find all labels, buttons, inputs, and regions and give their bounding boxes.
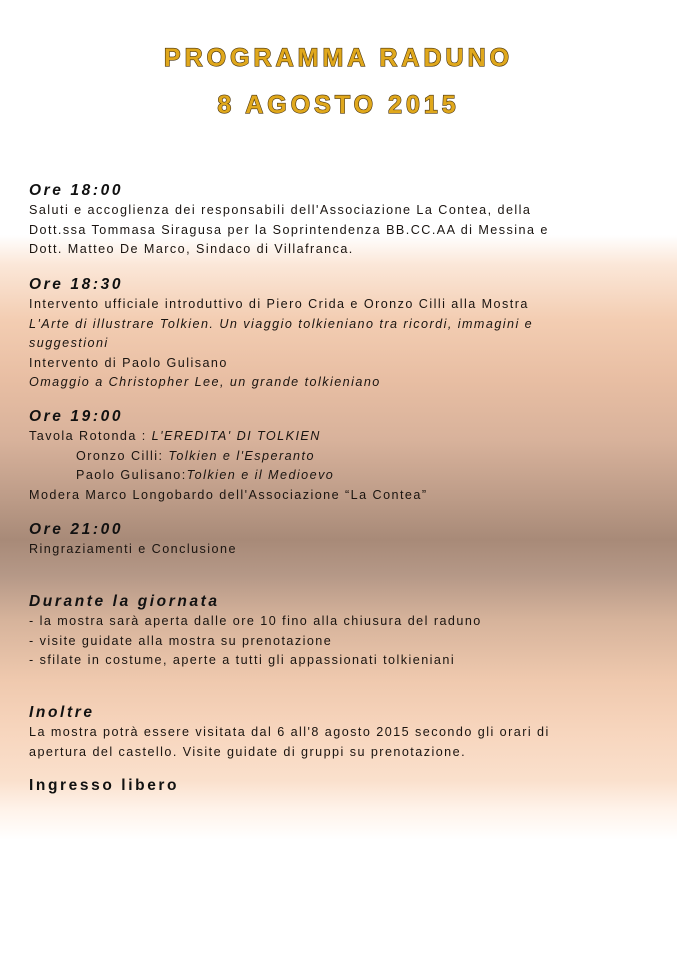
description-line: Saluti e accoglienza dei responsabili dell'Associazione La Contea, della [29,203,532,217]
speaker-line [29,466,649,486]
time-heading: Ore 21:00 [29,521,124,538]
exhibition-title-cont: suggestioni [29,336,109,350]
speaker-line [29,447,649,467]
time-heading: Ore 18:30 [29,276,124,293]
speaker-name: Oronzo Cilli: [76,448,169,463]
speaker-name: Paolo Gulisano: [76,468,187,482]
moderator-line: Modera Marco Longobardo dell'Associazione “La Contea” [29,487,428,502]
talk-title: Omaggio a Christopher Lee, un grande tolkieniano [29,375,381,389]
during-day-heading: Durante la giornata [29,593,220,610]
speaker-talk: Tolkien e l'Esperanto [168,448,315,463]
schedule-item-1830 [29,275,649,393]
round-table-line [29,427,649,447]
during-day-item: - sfilate in costume, aperte a tutti gli appassionati tolkieniani [29,653,456,667]
during-day-section [29,592,649,671]
additional-info-line: La mostra potrà essere visitata dal 6 all'8 agosto 2015 secondo gli orari di [29,725,550,739]
exhibition-title: L'Arte di illustrare Tolkien. Un viaggio tolkieniano tra ricordi, immagini e [29,316,534,331]
schedule-item-1800 [29,181,649,260]
speaker-talk: Tolkien e il Medioevo [186,468,335,482]
time-heading: Ore 19:00 [29,408,124,425]
additional-info-heading: Inoltre [29,704,95,721]
during-day-item: - la mostra sarà aperta dalle ore 10 fino alla chiusura del raduno [29,614,482,628]
round-table-label: Tavola Rotonda : [29,429,152,443]
during-day-item: - visite guidate alla mostra su prenotazione [29,633,333,648]
round-table-title: L'EREDITA' DI TOLKIEN [151,429,321,443]
event-date-title: 8 AGOSTO 2015 [217,91,460,119]
additional-info-line: apertura del castello. Visite guidate di gruppi su prenotazione. [29,744,467,759]
description-line: Intervento di Paolo Gulisano [29,355,228,370]
program-title: PROGRAMMA RADUNO [163,44,514,72]
schedule-item-2100 [29,520,649,560]
free-entry-label: Ingresso libero [29,777,180,794]
schedule-item-1900 [29,407,649,505]
time-heading: Ore 18:00 [29,182,124,199]
description-line: Intervento ufficiale introduttivo di Piero Crida e Oronzo Cilli alla Mostra [29,297,529,311]
description-line: Dott. Matteo De Marco, Sindaco di Villafranca. [29,242,354,256]
free-entry-section [29,776,649,796]
description-line: Dott.ssa Tommasa Siragusa per la Soprintendenza BB.CC.AA di Messina e [29,222,549,237]
description-line: Ringraziamenti e Conclusione [29,542,237,556]
additional-info-section [29,703,649,762]
